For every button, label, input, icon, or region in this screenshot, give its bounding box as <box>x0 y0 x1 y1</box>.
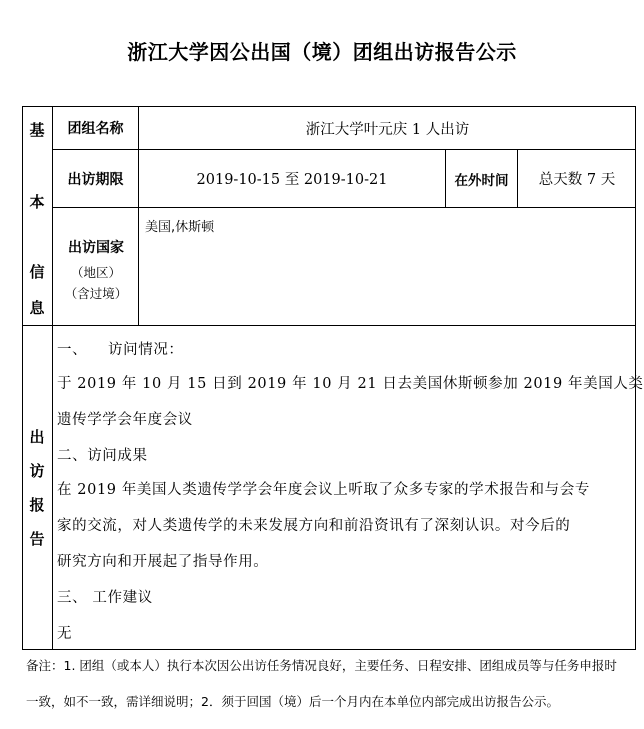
page-title: 浙江大学因公出国（境）团组出访报告公示 <box>127 40 517 64</box>
report-line: 二、访问成果 <box>57 448 148 464</box>
report-side-char-1: 出 <box>29 428 45 446</box>
basic-side-char-3: 信 <box>29 263 45 281</box>
report-line: 在 2019 年美国人类遗传学学会年度会议上听取了众多专家的学术报告和与会专 <box>57 482 590 498</box>
basic-side-char-2: 本 <box>29 193 45 211</box>
group-name-value: 浙江大学叶元庆 1 人出访 <box>138 106 636 149</box>
country-sub-transit: （含过境） <box>64 286 128 301</box>
report-line: 于 2019 年 10 月 15 日到 2019 年 10 月 21 日去美国休斯顿参加 2019 年美国人类 <box>57 376 644 392</box>
note-line: 备注：1. 团组（或本人）执行本次因公出访任务情况良好，主要任务、日程安排、团组成员等与任务申报时 <box>26 658 617 673</box>
basic-side-char-4: 息 <box>29 299 45 317</box>
abroad-time-label: 在外时间 <box>445 149 517 207</box>
country-label-cell <box>52 207 138 325</box>
report-line: 一、 访问情况： <box>57 342 184 358</box>
report-side-cell <box>22 325 52 650</box>
basic-info-side-cell <box>22 106 52 325</box>
report-side-char-3: 报 <box>29 496 45 514</box>
report-side-char-4: 告 <box>29 530 45 548</box>
basic-side-char-1: 基 <box>29 121 45 139</box>
abroad-time-value: 总天数 7 天 <box>517 149 636 207</box>
country-sub-region: （地区） <box>70 265 121 280</box>
group-name-label: 团组名称 <box>52 106 138 149</box>
country-value: 美国,休斯顿 <box>145 220 215 235</box>
report-line: 家的交流，对人类遗传学的未来发展方向和前沿资讯有了深刻认识。对今后的 <box>57 518 571 534</box>
report-side-char-2: 访 <box>29 462 45 480</box>
report-line: 无 <box>57 626 73 642</box>
report-line: 遗传学学会年度会议 <box>57 412 193 428</box>
period-label: 出访期限 <box>52 149 138 207</box>
report-line: 三、 工作建议 <box>57 590 153 606</box>
country-value-cell <box>138 207 636 325</box>
period-value: 2019-10-15 至 2019-10-21 <box>138 149 445 207</box>
note-line: 一致，如不一致，需详细说明；2．须于回国（境）后一个月内在本单位内部完成出访报告公示。 <box>26 694 559 709</box>
report-line: 研究方向和开展起了指导作用。 <box>57 554 269 570</box>
report-table <box>22 106 644 650</box>
country-label: 出访国家 <box>68 240 124 256</box>
report-body-cell <box>52 325 644 650</box>
